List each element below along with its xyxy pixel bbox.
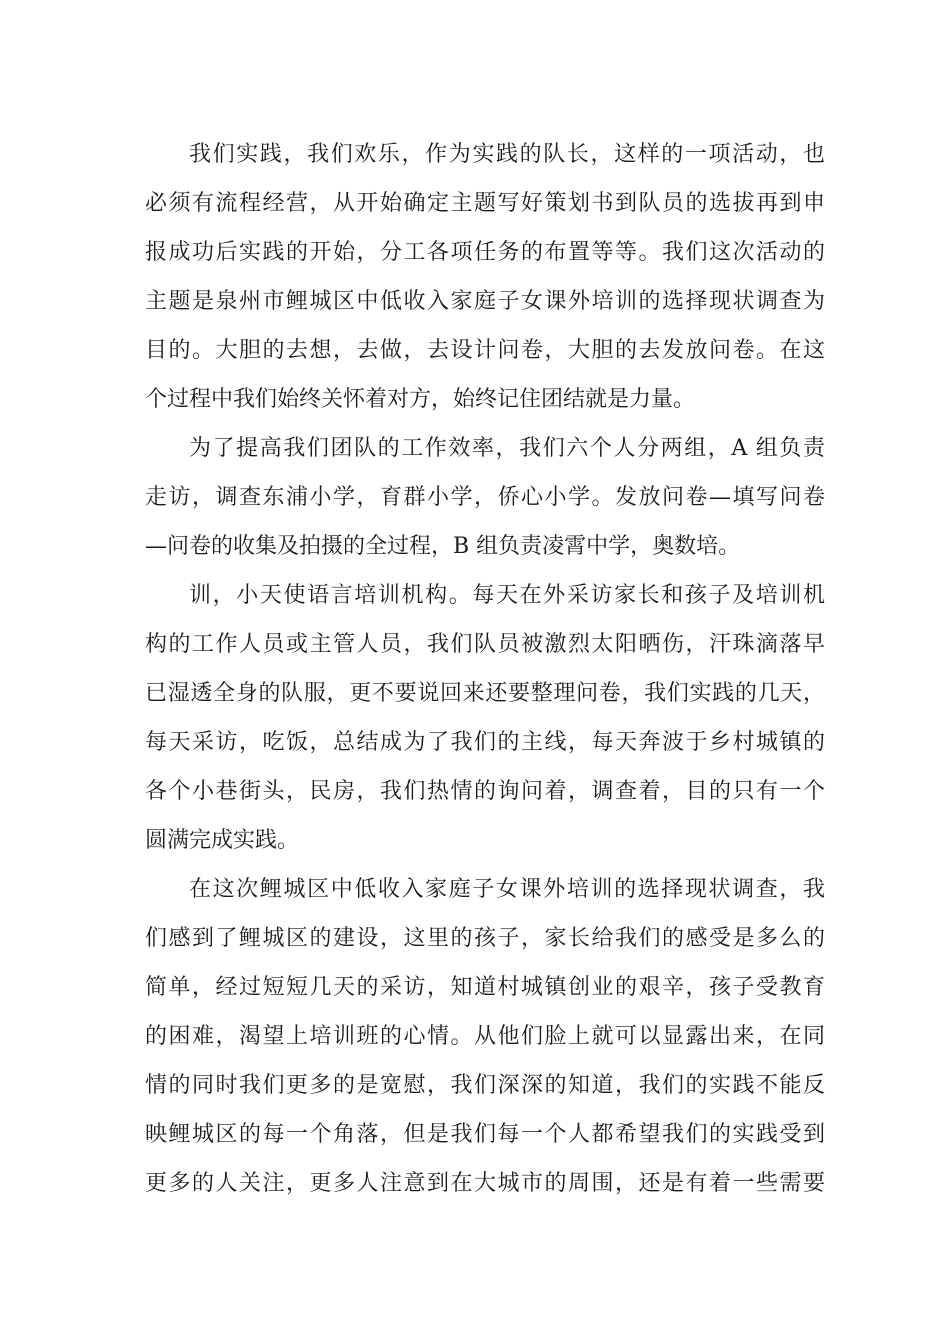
text-line: 必须有流程经营，从开始确定主题写好策划书到队员的选拔再到申 [145, 191, 825, 216]
text-line: 各个小巷街头，民房，我们热情的询问着，调查着，目的只有一个 [145, 779, 825, 804]
text-line: 更多的人关注，更多人注意到在大城市的周围，还是有着一些需要 [145, 1171, 825, 1196]
paragraph-2 [145, 424, 825, 571]
text-line: 映鲤城区的每一个角落，但是我们每一个人都希望我们的实践受到 [145, 1122, 825, 1147]
text-line: 每天采访，吃饭，总结成为了我们的主线，每天奔波于乡村城镇的 [145, 730, 825, 755]
body-text [145, 130, 825, 1208]
text-line: 报成功后实践的开始，分工各项任务的布置等等。我们这次活动的 [145, 240, 825, 265]
text-line: 训，小天使语言培训机构。每天在外采访家长和孩子及培训机 [189, 583, 825, 608]
text-line: 我们实践，我们欢乐，作为实践的队长，这样的一项活动，也 [189, 142, 825, 167]
text-line: 情的同时我们更多的是宽慰，我们深深的知道，我们的实践不能反 [145, 1073, 825, 1098]
paragraph-1 [145, 130, 825, 424]
text-line: 们感到了鲤城区的建设，这里的孩子，家长给我们的感受是多么的 [145, 926, 825, 951]
text-line: 为了提高我们团队的工作效率，我们六个人分两组，A 组负责 [189, 436, 825, 461]
text-line: 目的。大胆的去想，去做，去设计问卷，大胆的去发放问卷。在这 [145, 338, 825, 363]
text-line: —问卷的收集及拍摄的全过程，B 组负责凌霄中学，奥数培。 [145, 534, 741, 559]
text-line: 的困难，渴望上培训班的心情。从他们脸上就可以显露出来，在同 [145, 1024, 825, 1049]
text-line: 走访，调查东浦小学，育群小学，侨心小学。发放问卷—填写问卷 [145, 485, 825, 510]
text-line: 在这次鲤城区中低收入家庭子女课外培训的选择现状调查，我 [189, 877, 825, 902]
text-line: 主题是泉州市鲤城区中低收入家庭子女课外培训的选择现状调查为 [145, 289, 825, 314]
text-line: 简单，经过短短几天的采访，知道村城镇创业的艰辛，孩子受教育 [145, 975, 825, 1000]
text-line: 构的工作人员或主管人员，我们队员被激烈太阳晒伤，汗珠滴落早 [145, 632, 825, 657]
text-line: 个过程中我们始终关怀着对方，始终记住团结就是力量。 [145, 387, 696, 412]
text-line: 已湿透全身的队服，更不要说回来还要整理问卷，我们实践的几天， [145, 681, 825, 706]
text-line: 圆满完成实践。 [145, 828, 300, 853]
paragraph-4 [145, 865, 825, 1208]
paragraph-3 [145, 571, 825, 865]
